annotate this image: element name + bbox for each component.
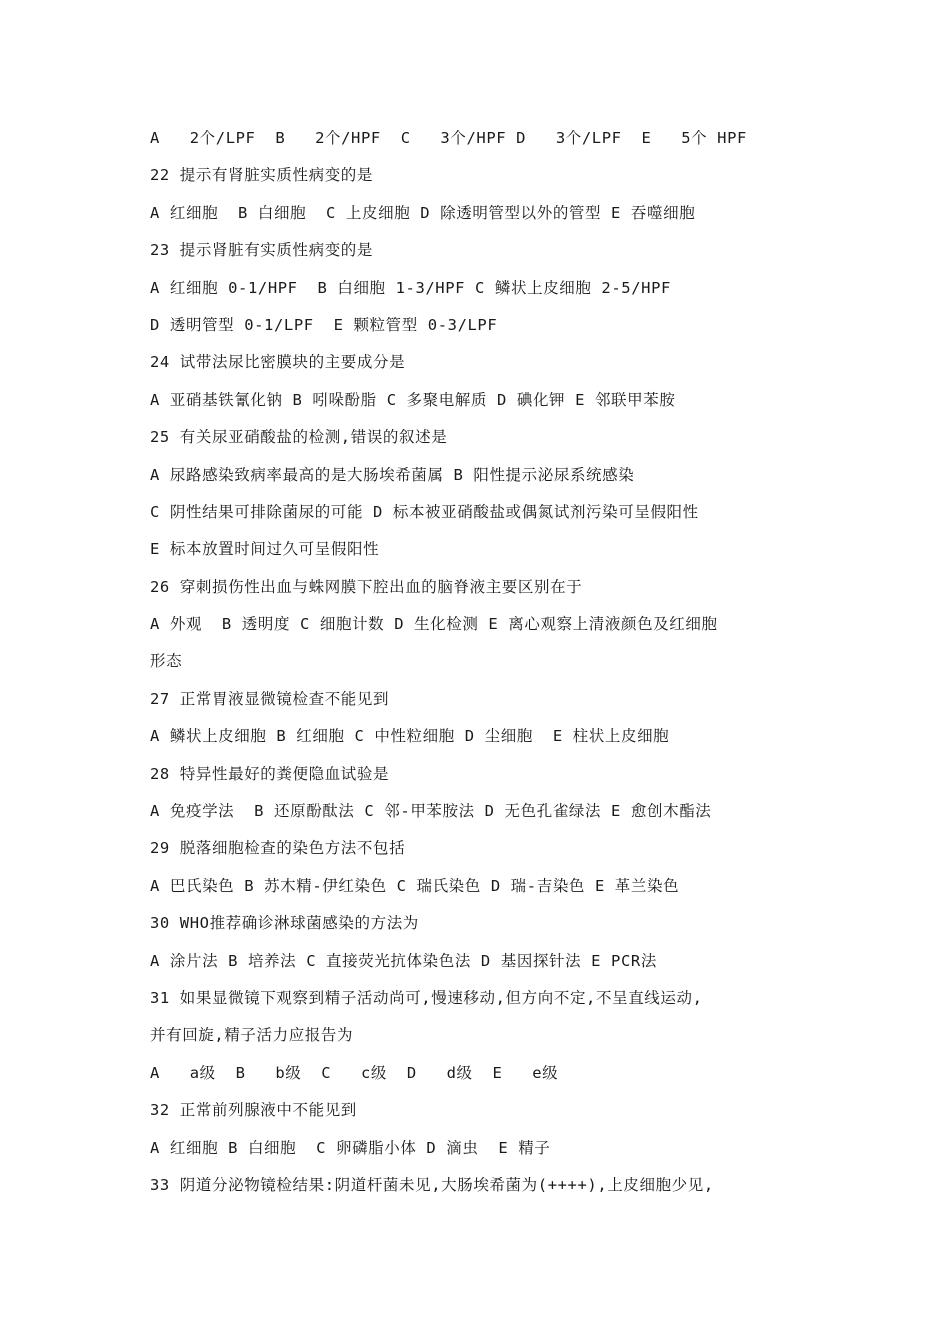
answer-options-26-line-1: A 外观 B 透明度 C 细胞计数 D 生化检测 E 离心观察上清液颜色及红细胞 — [150, 615, 718, 634]
answer-options-23-line-2: D 透明管型 0-1/LPF E 颗粒管型 0-3/LPF — [150, 315, 498, 334]
answer-options-25-line-2: C 阴性结果可排除菌尿的可能 D 标本被亚硝酸盐或偶氮试剂污染可呈假阳性 — [150, 502, 699, 521]
document-body — [150, 120, 810, 1204]
question-26: 26 穿刺损伤性出血与蛛网膜下腔出血的脑脊液主要区别在于 — [150, 577, 583, 596]
question-33: 33 阴道分泌物镜检结果:阴道杆菌未见,大肠埃希菌为(++++),上皮细胞少见, — [150, 1175, 714, 1194]
answer-options-29: A 巴氏染色 B 苏木精-伊红染色 C 瑞氏染色 D 瑞-吉染色 E 革兰染色 — [150, 876, 680, 895]
answer-options-25-line-1: A 尿路感染致病率最高的是大肠埃希菌属 B 阳性提示泌尿系统感染 — [150, 465, 635, 484]
question-31-line-2: 并有回旋,精子活力应报告为 — [150, 1026, 354, 1045]
question-22: 22 提示有肾脏实质性病变的是 — [150, 166, 373, 185]
answer-options-24: A 亚硝基铁氰化钠 B 吲哚酚脂 C 多聚电解质 D 碘化钾 E 邻联甲苯胺 — [150, 390, 676, 409]
question-28: 28 特异性最好的粪便隐血试验是 — [150, 764, 390, 783]
question-29: 29 脱落细胞检查的染色方法不包括 — [150, 839, 406, 858]
answer-options-31: A a级 B b级 C c级 D d级 E e级 — [150, 1063, 559, 1082]
answer-options-26-line-2: 形态 — [150, 652, 183, 671]
answer-options-22: A 红细胞 B 白细胞 C 上皮细胞 D 除透明管型以外的管型 E 吞噬细胞 — [150, 203, 696, 222]
answer-options-23-line-1: A 红细胞 0-1/HPF B 白细胞 1-3/HPF C 鳞状上皮细胞 2-5/HPF — [150, 278, 671, 297]
answer-options-25-line-3: E 标本放置时间过久可呈假阳性 — [150, 540, 380, 559]
answer-options-30: A 涂片法 B 培养法 C 直接荧光抗体染色法 D 基因探针法 E PCR法 — [150, 951, 657, 970]
question-31-line-1: 31 如果显微镜下观察到精子活动尚可,慢速移动,但方向不定,不呈直线运动, — [150, 988, 703, 1007]
answer-options-28: A 免疫学法 B 还原酚酞法 C 邻-甲苯胺法 D 无色孔雀绿法 E 愈创木酯法 — [150, 802, 712, 821]
answer-options-27: A 鳞状上皮细胞 B 红细胞 C 中性粒细胞 D 尘细胞 E 柱状上皮细胞 — [150, 727, 670, 746]
question-32: 32 正常前列腺液中不能见到 — [150, 1101, 357, 1120]
question-27: 27 正常胃液显微镜检查不能见到 — [150, 689, 390, 708]
question-24: 24 试带法尿比密膜块的主要成分是 — [150, 353, 406, 372]
answer-options-32: A 红细胞 B 白细胞 C 卵磷脂小体 D 滴虫 E 精子 — [150, 1138, 551, 1157]
question-30: 30 WHO推荐确诊淋球菌感染的方法为 — [150, 914, 419, 933]
question-23: 23 提示肾脏有实质性病变的是 — [150, 241, 373, 260]
question-25: 25 有关尿亚硝酸盐的检测,错误的叙述是 — [150, 428, 448, 447]
answer-options-21: A 2个/LPF B 2个/HPF C 3个/HPF D 3个/LPF E 5个 HPF — [150, 129, 747, 147]
